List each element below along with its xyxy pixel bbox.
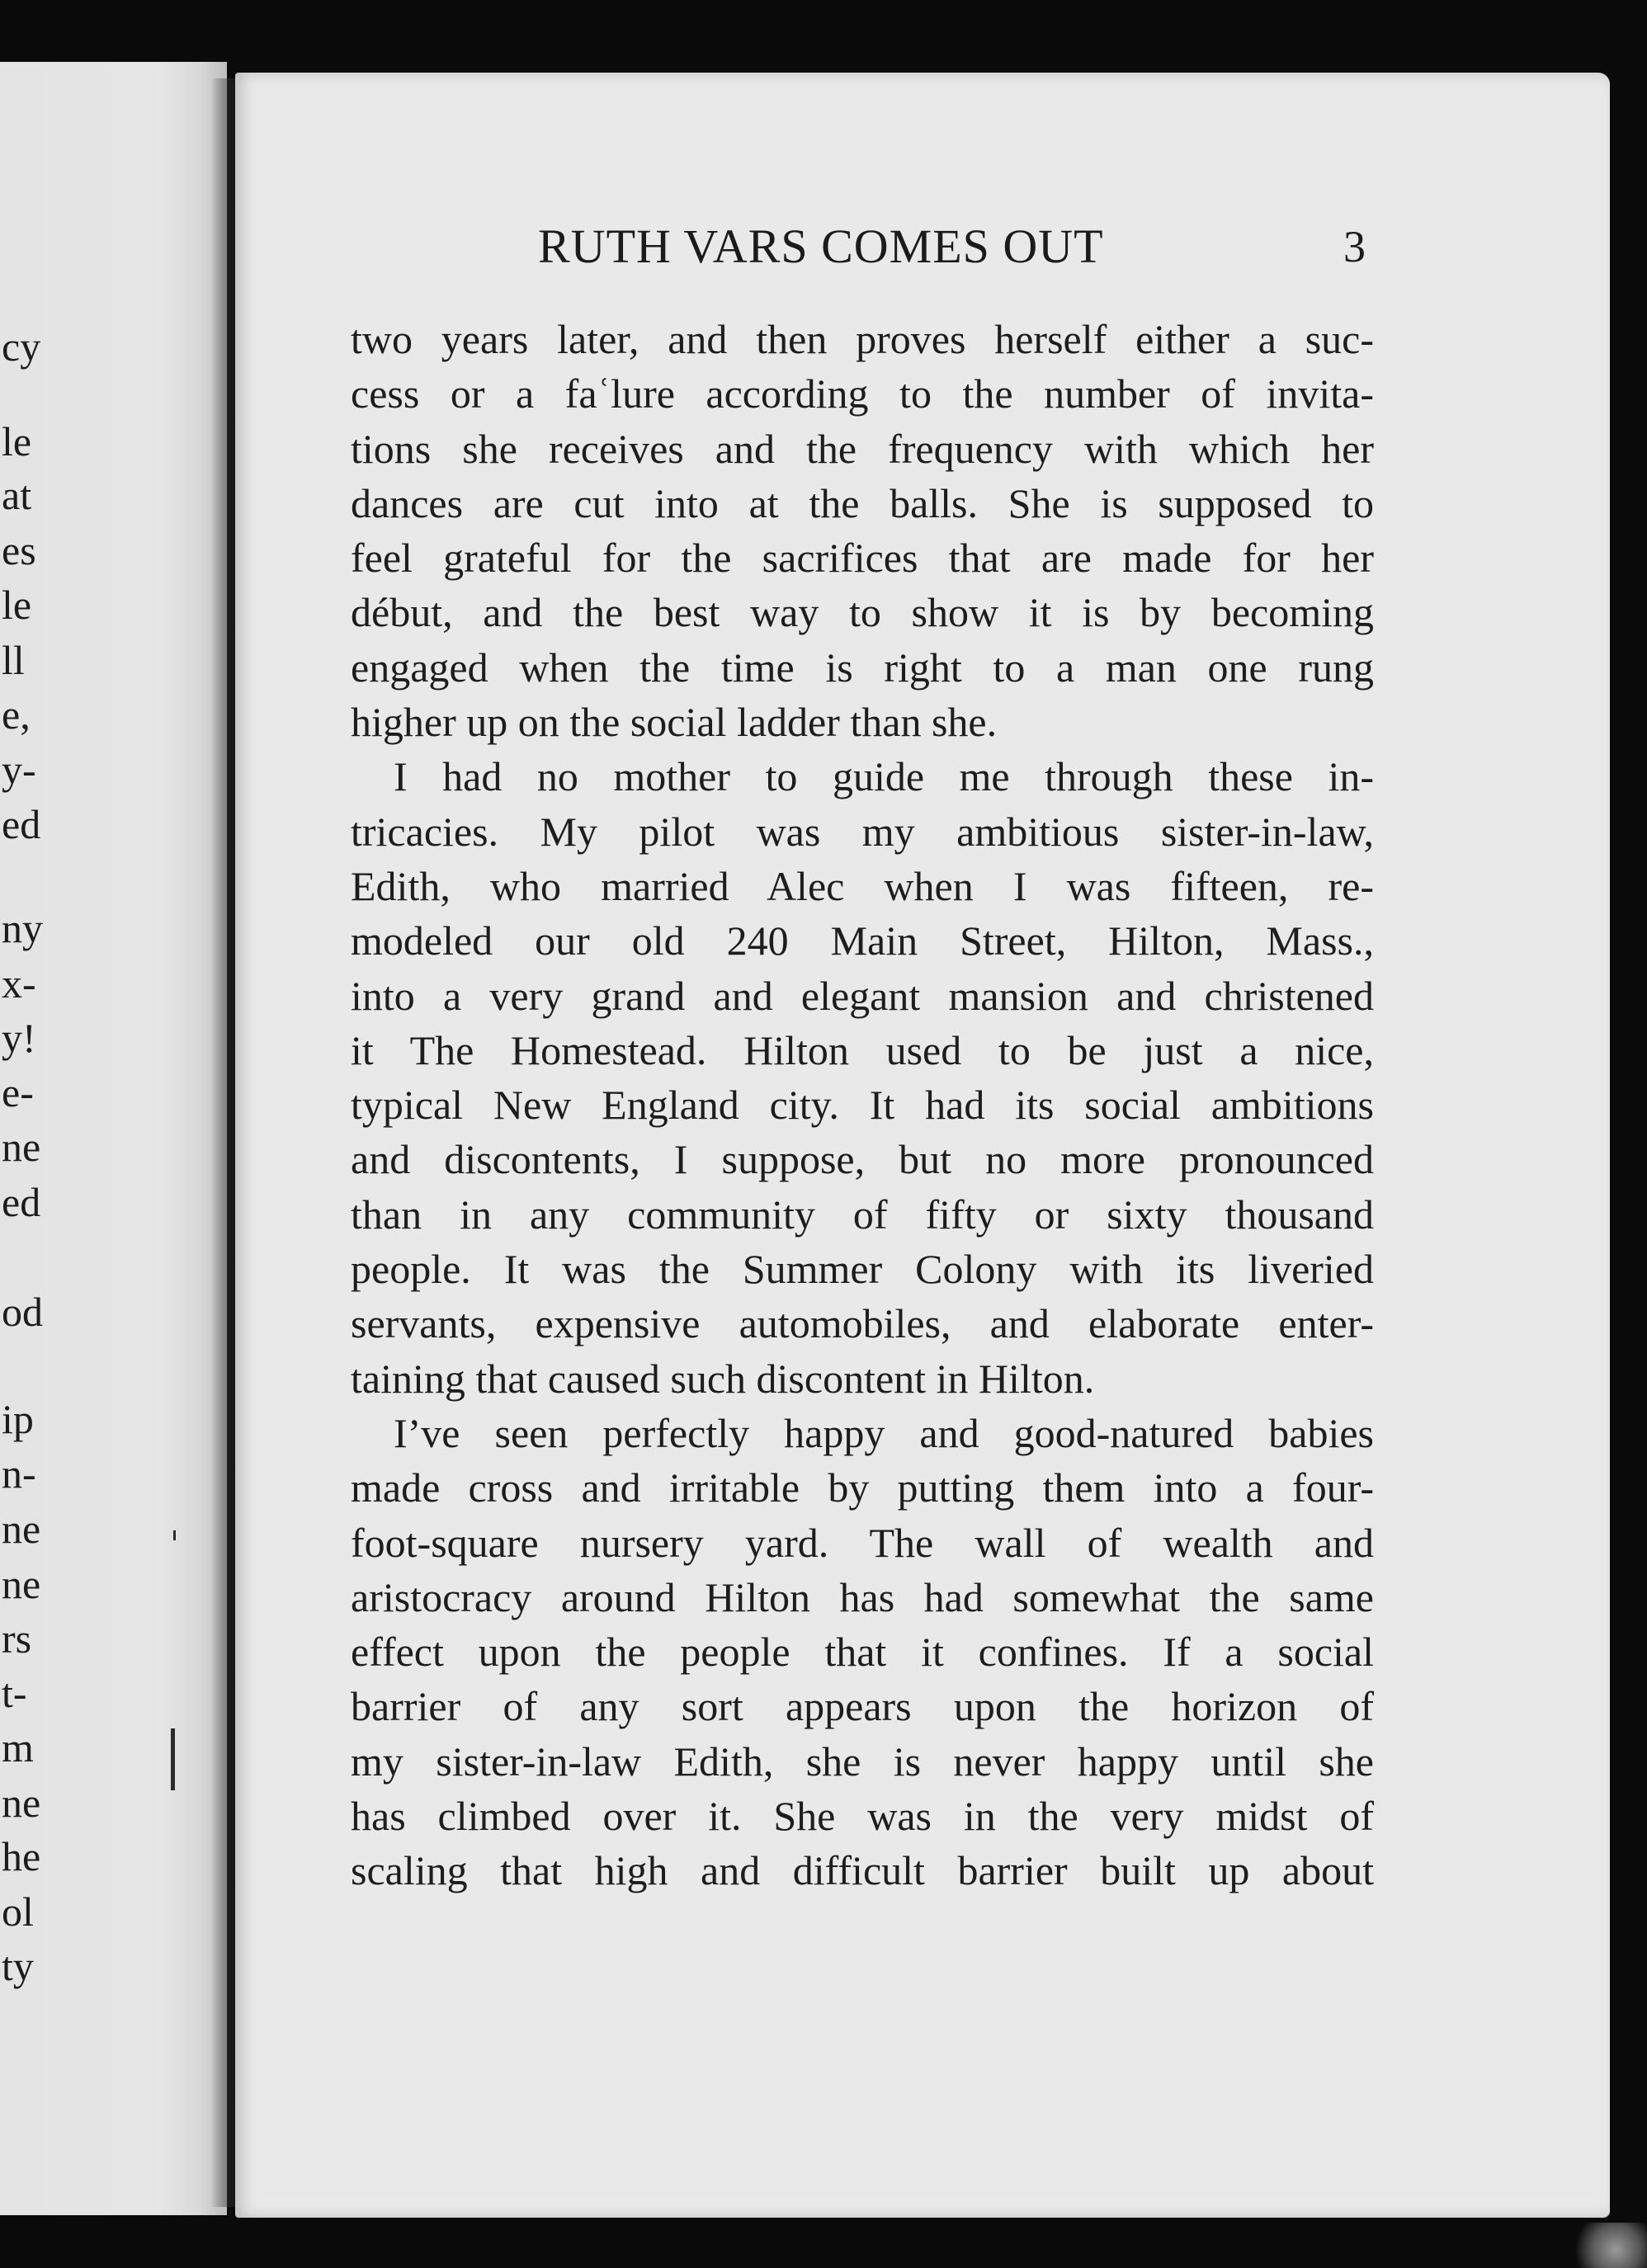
text-line: foot-square nursery yard. The wall of wealth and [351,1519,1374,1566]
text-line: I had no mother to guide me through these in- [394,753,1374,800]
left-page-fragment: ne [2,1506,41,1552]
left-page-fragment: ny [2,905,43,951]
left-page-fragment: ty [2,1943,34,1989]
left-page-fragment: at [2,472,32,518]
text-line: typical New England city. It had its social ambitions [351,1082,1374,1129]
text-line: Edith, who married Alec when I was fifteen, re- [351,862,1374,909]
left-page-fragment: rs [2,1615,32,1662]
scan-corner-spot [1569,2223,1647,2268]
left-page-fragment: t- [2,1670,27,1716]
left-page-fragment: ed [2,1179,41,1225]
left-page-fragment: y! [2,1015,36,1061]
text-line: taining that caused such discontent in Hilton. [351,1355,1095,1402]
text-line: it The Homestead. Hilton used to be just a nice, [351,1026,1374,1073]
text-line: tricacies. My pilot was my ambitious sister-in-law, [351,808,1374,855]
left-page-fragment: ll [2,637,25,683]
left-page-fragment: es [2,527,36,573]
left-page-fragment: le [2,582,32,628]
text-line: than in any community of fifty or sixty thousand [351,1191,1374,1238]
text-line: modeled our old 240 Main Street, Hilton, Mass., [351,917,1374,964]
text-line: engaged when the time is right to a man one rung [351,644,1374,691]
left-page-fragment: ne [2,1124,41,1170]
text-line: scaling that high and difficult barrier built up about [351,1847,1374,1894]
text-line: aristocracy around Hilton has had somewhat the same [351,1573,1374,1620]
text-line: higher up on the social ladder than she. [351,699,998,746]
text-line: cess or a faʿlure according to the number of invita- [351,370,1374,417]
left-page-fragment: ed [2,801,41,847]
text-line: has climbed over it. She was in the very midst of [351,1793,1374,1840]
left-page-fragment: m [2,1724,34,1771]
book-page [235,73,1610,2218]
text-line: made cross and irritable by putting them into a four- [351,1464,1374,1511]
left-page-fragment: x- [2,960,36,1007]
page-number: 3 [1343,222,1366,271]
left-page [0,62,227,2215]
left-page-fragment: e- [2,1069,34,1115]
text-line: tions she receives and the frequency with which her [351,425,1374,472]
text-line: people. It was the Summer Colony with its liveried [351,1246,1374,1293]
text-line: effect upon the people that it confines. If a social [351,1629,1374,1676]
text-line: dances are cut into at the balls. She is supposed to [351,479,1374,526]
left-page-fragment: le [2,418,32,464]
text-line: my sister-in-law Edith, she is never happy until she [351,1738,1374,1785]
left-page-fragment: e, [2,691,31,738]
left-page-fragment: od [2,1289,43,1335]
left-page-fragment: he [2,1833,41,1879]
left-page-fragment: ne [2,1780,41,1826]
binding-mark [171,1728,175,1790]
text-line: I’ve seen perfectly happy and good-natured babies [394,1409,1374,1456]
text-line: barrier of any sort appears upon the horizon of [351,1683,1374,1730]
left-page-fragment: ip [2,1396,34,1442]
body-text [351,312,1374,1898]
text-line: into a very grand and elegant mansion and christened [351,972,1374,1019]
left-page-fragment: n- [2,1450,36,1497]
left-page-fragment: ol [2,1888,34,1935]
text-line: two years later, and then proves herself either a suc- [351,316,1374,362]
binding-mark [173,1530,176,1540]
text-line: and discontents, I suppose, but no more pronounced [351,1136,1374,1183]
running-head: RUTH VARS COMES OUT [538,219,1104,273]
text-line: feel grateful for the sacrifices that are made for her [351,535,1374,582]
left-page-fragment: y- [2,747,36,793]
text-line: début, and the best way to show it is by becoming [351,589,1374,636]
left-page-fragment: ne [2,1561,41,1607]
text-line: servants, expensive automobiles, and elaborate enter- [351,1300,1374,1347]
left-page-fragment: cy [2,323,41,370]
